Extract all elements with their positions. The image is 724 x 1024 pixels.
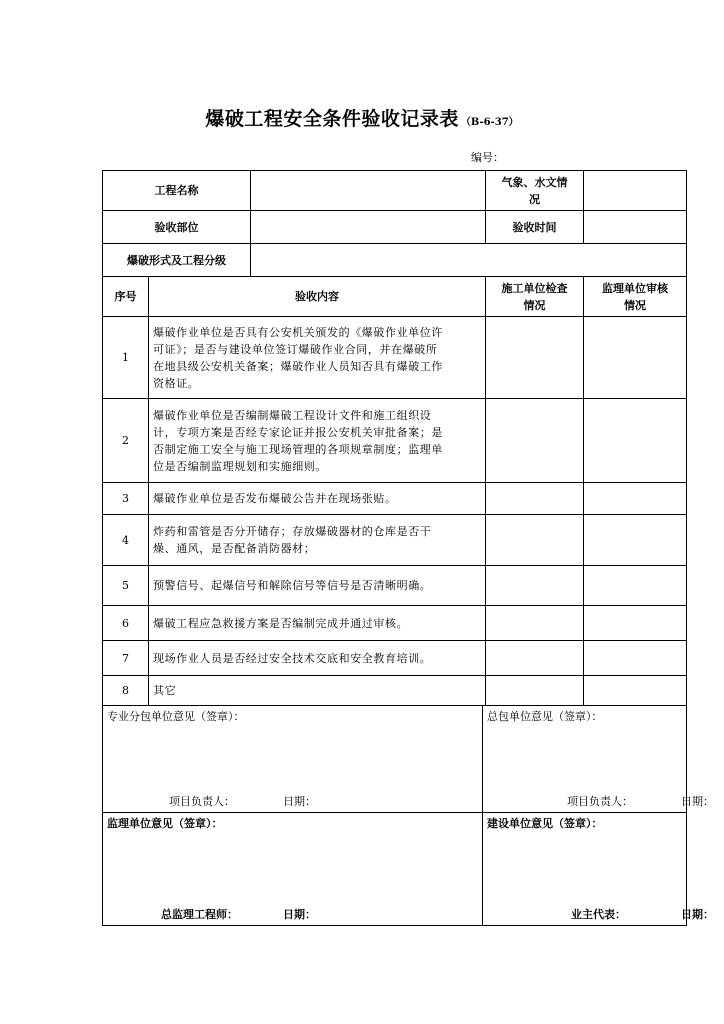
blast-form-value[interactable] [251, 244, 687, 277]
number-label: 编号： [471, 151, 504, 164]
row-content: 爆破工程应急救援方案是否编制完成并通过审核。 [149, 606, 486, 641]
general-contractor-opinion-box[interactable] [483, 706, 714, 813]
supervisor-review-cell[interactable] [584, 399, 687, 483]
general-contractor-opinion-label: 总包单位意见（签章）： [487, 710, 603, 723]
row-content: 炸药和雷管是否分开储存；存放爆破器材的仓库是否干 燥、通风，是否配备消防器材； [149, 515, 486, 566]
contractor-check-cell[interactable] [486, 317, 584, 399]
supervisor-review-header: 监理单位审核 情况 [584, 277, 687, 317]
supervisor-opinion-box[interactable] [103, 813, 483, 926]
subcontractor-opinion-label: 专业分包单位意见（签章）： [107, 710, 245, 723]
row-number: 1 [103, 317, 149, 399]
supervisor-review-cell[interactable] [584, 606, 687, 641]
supervisor-opinion-label: 监理单位意见（签章）： [107, 817, 223, 830]
blast-form-row [103, 244, 687, 277]
table-row [103, 566, 687, 606]
subcontractor-person-label: 项目负责人： [169, 795, 235, 808]
weather-label: 气象、水文情 况 [486, 171, 584, 211]
contractor-check-cell[interactable] [486, 399, 584, 483]
row-number: 7 [103, 641, 149, 676]
contractor-check-cell[interactable] [486, 676, 584, 706]
row-number: 5 [103, 566, 149, 606]
supervisor-review-cell[interactable] [584, 483, 687, 515]
owner-date-label: 日期： [681, 908, 714, 921]
document-title-area [0, 104, 724, 131]
chief-supervisor-label: 总监理工程师： [161, 908, 238, 921]
table-row [103, 317, 687, 399]
acceptance-form-table [102, 170, 714, 926]
row-content: 爆破作业单位是否发布爆破公告并在现场张贴。 [149, 483, 486, 515]
acceptance-part-value[interactable] [251, 211, 486, 244]
subcontractor-date-label: 日期： [283, 795, 316, 808]
acceptance-time-value[interactable] [584, 211, 687, 244]
supervisor-review-cell[interactable] [584, 641, 687, 676]
contractor-check-cell[interactable] [486, 515, 584, 566]
supervisor-review-cell[interactable] [584, 566, 687, 606]
project-name-label: 工程名称 [103, 171, 251, 211]
row-content: 预警信号、起爆信号和解除信号等信号是否清晰明确。 [149, 566, 486, 606]
acceptance-part-row [103, 211, 687, 244]
table-header-row [103, 277, 687, 317]
weather-value[interactable] [584, 171, 687, 211]
supervisor-review-cell[interactable] [584, 676, 687, 706]
contractor-check-cell[interactable] [486, 483, 584, 515]
project-name-value[interactable] [251, 171, 486, 211]
owner-representative-label: 业主代表： [571, 908, 626, 921]
table-row [103, 515, 687, 566]
contractor-check-cell[interactable] [486, 606, 584, 641]
row-number: 2 [103, 399, 149, 483]
table-row [103, 483, 687, 515]
row-content: 爆破作业单位是否具有公安机关颁发的《爆破作业单位许 可证》；是否与建设单位签订爆破作业合同，并在爆破所 在地县级公安机关备案；爆破作业人员知否具有爆破工作 资格证。 [149, 317, 486, 399]
row-content: 现场作业人员是否经过安全技术交底和安全教育培训。 [149, 641, 486, 676]
content-header: 验收内容 [149, 277, 486, 317]
contractor-check-cell[interactable] [486, 566, 584, 606]
row-number: 4 [103, 515, 149, 566]
supervisor-review-cell[interactable] [584, 317, 687, 399]
supervisor-date-label: 日期： [283, 908, 316, 921]
blast-form-label: 爆破形式及工程分级 [103, 244, 251, 277]
row-number: 6 [103, 606, 149, 641]
contractor-check-header: 施工单位检查 情况 [486, 277, 584, 317]
general-contractor-person-label: 项目负责人： [567, 795, 633, 808]
table-row [103, 606, 687, 641]
owner-opinion-label: 建设单位意见（签章）： [487, 817, 603, 830]
opinion-row-supervisor-owner [103, 813, 687, 926]
document-title: 爆破工程安全条件验收记录表 [205, 108, 459, 130]
table-row [103, 399, 687, 483]
supervisor-review-cell[interactable] [584, 515, 687, 566]
opinion-row-contractors [103, 706, 687, 813]
document-code: （B-6-37） [460, 117, 519, 128]
general-contractor-date-label: 日期： [681, 795, 714, 808]
acceptance-part-label: 验收部位 [103, 211, 251, 244]
row-content: 爆破作业单位是否编制爆破工程设计文件和施工组织设 计，专项方案是否经专家论证并报公安机关审批备案；是 否制定施工安全与施工现场管理的各项规章制度；监理单 位是否编制监理规划和实施细则。 [149, 399, 486, 483]
seq-header: 序号 [103, 277, 149, 317]
owner-opinion-box[interactable] [483, 813, 714, 926]
acceptance-time-label: 验收时间 [486, 211, 584, 244]
row-number: 3 [103, 483, 149, 515]
table-row [103, 641, 687, 676]
row-number: 8 [103, 676, 149, 706]
table-row [103, 676, 687, 706]
row-content: 其它 [149, 676, 486, 706]
project-name-row [103, 171, 687, 211]
contractor-check-cell[interactable] [486, 641, 584, 676]
subcontractor-opinion-box[interactable] [103, 706, 483, 813]
